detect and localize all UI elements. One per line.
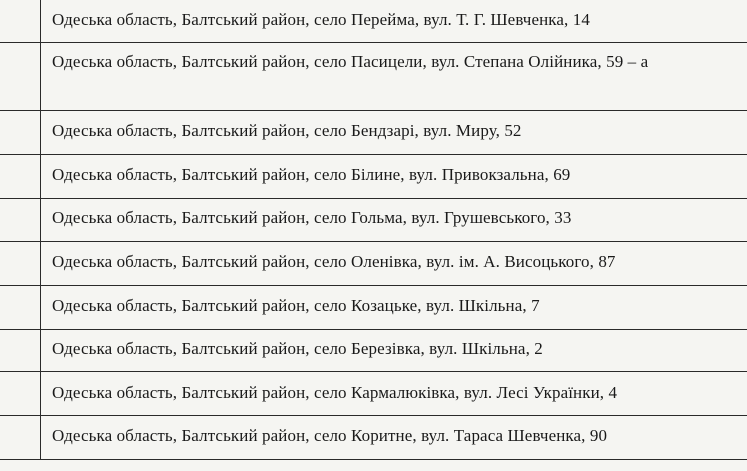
- number-cell: [0, 242, 41, 285]
- number-cell: [0, 199, 41, 241]
- address-cell: Одеська область, Балтський район, село Березівка, вул. Шкільна, 2: [52, 339, 543, 358]
- number-cell: [0, 111, 41, 154]
- address-cell: Одеська область, Балтський район, село Перейма, вул. Т. Г. Шевченка, 14: [52, 10, 590, 29]
- number-cell: [0, 43, 41, 110]
- address-cell: Одеська область, Балтський район, село Бендзарі, вул. Миру, 52: [52, 121, 522, 140]
- number-cell: [0, 286, 41, 329]
- table-row: [0, 0, 747, 43]
- table-row: [0, 199, 747, 242]
- number-cell: [0, 416, 41, 459]
- address-cell: Одеська область, Балтський район, село Коритне, вул. Тараса Шевченка, 90: [52, 426, 608, 445]
- table-row: [0, 416, 747, 460]
- number-cell: [0, 330, 41, 371]
- table-row: [0, 242, 747, 286]
- address-cell: Одеська область, Балтський район, село Козацьке, вул. Шкільна, 7: [52, 296, 540, 315]
- address-cell: Одеська область, Балтський район, село Білине, вул. Привокзальна, 69: [52, 165, 571, 184]
- table-row: [0, 330, 747, 372]
- number-cell: [0, 0, 41, 42]
- number-cell: [0, 155, 41, 198]
- address-cell: Одеська область, Балтський район, село Пасицели, вул. Степана Олійника, 59 – а: [52, 52, 649, 71]
- address-cell: Одеська область, Балтський район, село Гольма, вул. Грушевського, 33: [52, 208, 572, 227]
- table-row: [0, 155, 747, 199]
- address-cell: Одеська область, Балтський район, село Кармалюківка, вул. Лесі Українки, 4: [52, 383, 618, 402]
- table-row: [0, 111, 747, 155]
- number-cell: [0, 372, 41, 415]
- table-row: [0, 43, 747, 111]
- table-row: [0, 286, 747, 330]
- address-cell: Одеська область, Балтський район, село Оленівка, вул. ім. А. Висоцького, 87: [52, 252, 616, 271]
- table-row: [0, 372, 747, 416]
